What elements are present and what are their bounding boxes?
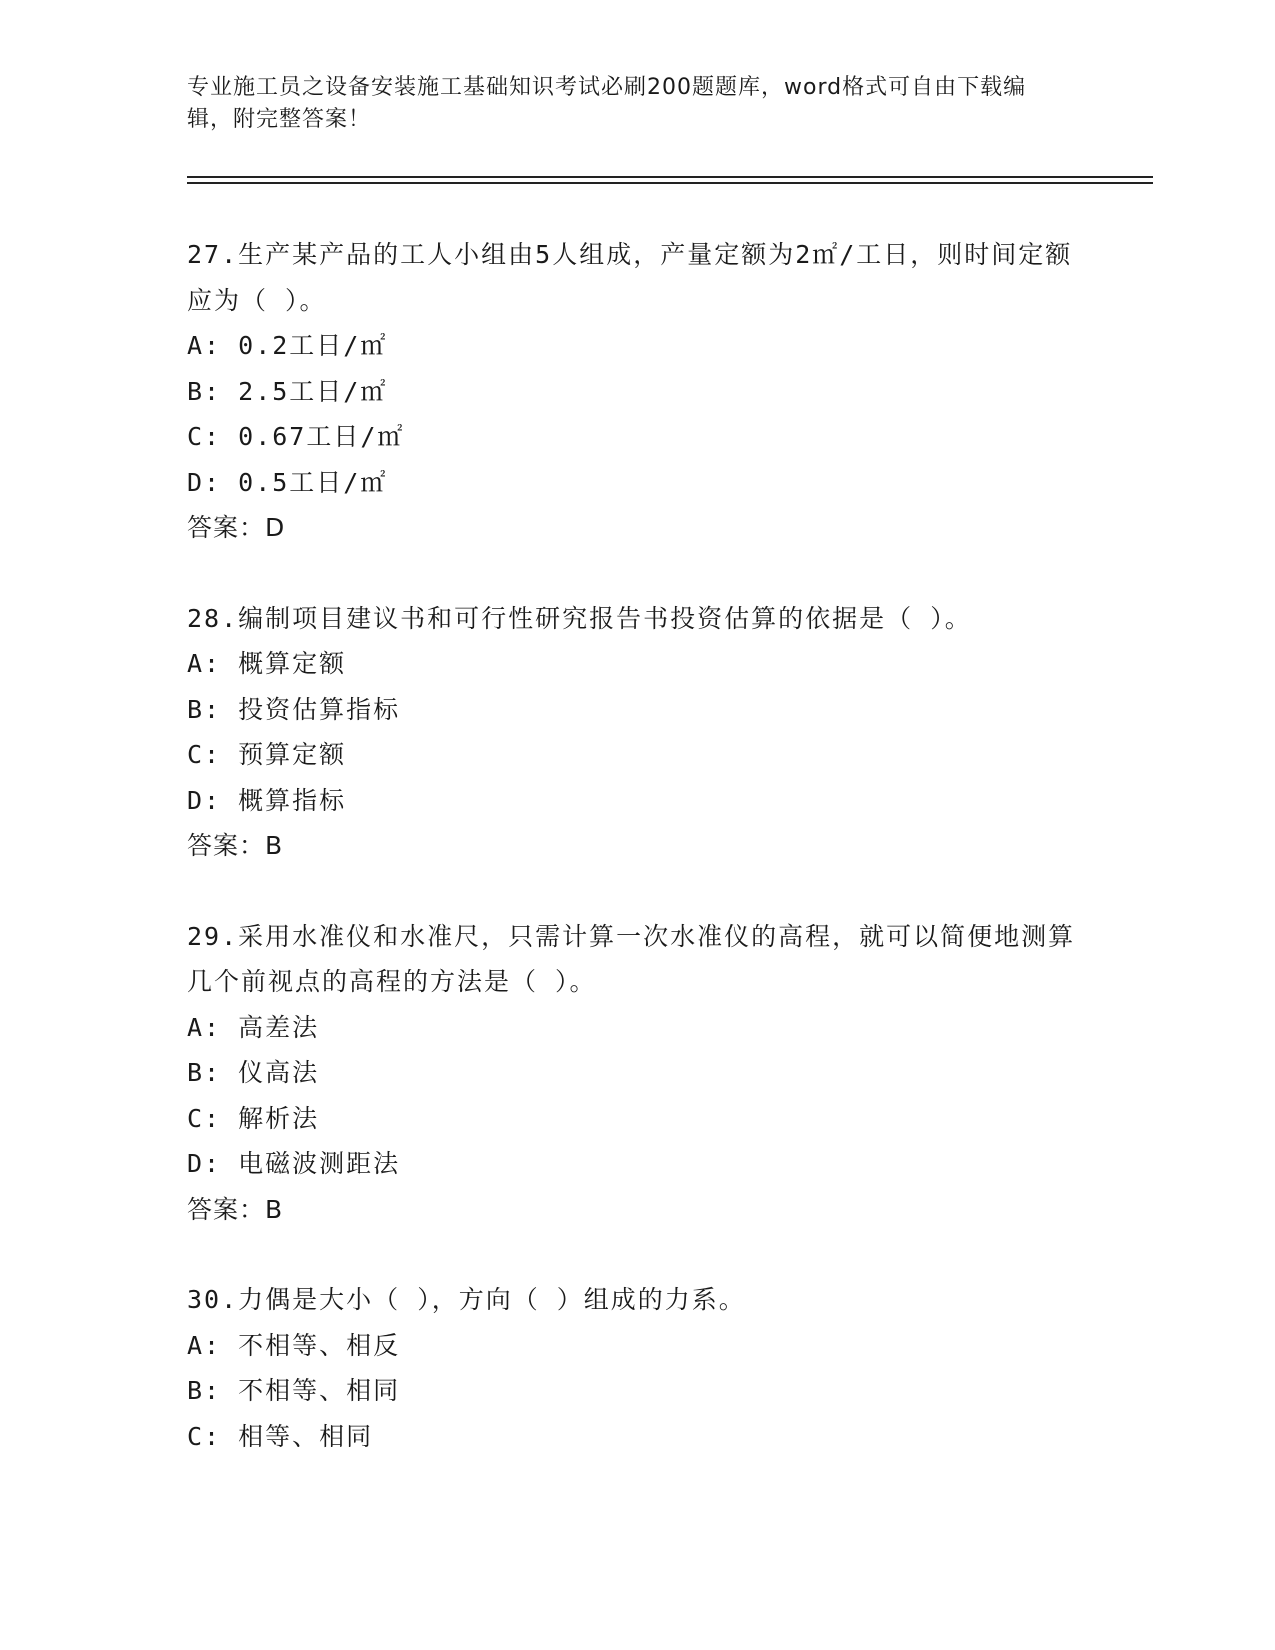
question-stem: 27.生产某产品的工人小组由5人组成，产量定额为2㎡/工日，则时间定额应为（ ）。	[187, 240, 1073, 315]
option-c: C: 预算定额	[187, 740, 347, 769]
header-rule-bottom	[187, 182, 1153, 184]
question-30	[187, 1277, 1087, 1459]
question-28	[187, 596, 1087, 869]
option-b: B: 投资估算指标	[187, 694, 401, 724]
question-27	[187, 232, 1087, 551]
option-a: A: 概算定额	[187, 649, 347, 678]
option-a: A: 不相等、相反	[187, 1330, 401, 1360]
option-d: D: 电磁波测距法	[187, 1149, 401, 1178]
document-header: 专业施工员之设备安装施工基础知识考试必刷200题题库，word格式可自由下载编辑，附完整答案！	[187, 75, 1027, 132]
option-d: D: 概算指标	[187, 785, 347, 815]
answer-line: 答案：B	[187, 1194, 284, 1224]
header-rule-top	[187, 176, 1153, 178]
question-stem: 30.力偶是大小（ ），方向（ ）组成的力系。	[187, 1285, 746, 1314]
option-b: B: 不相等、相同	[187, 1376, 401, 1405]
option-c: C: 解析法	[187, 1103, 320, 1133]
option-b: B: 仪高法	[187, 1058, 320, 1087]
question-list	[187, 232, 1087, 1504]
option-c: C: 相等、相同	[187, 1421, 374, 1451]
option-d: D: 0.5工日/㎡	[187, 467, 388, 497]
option-a: A: 0.2工日/㎡	[187, 331, 388, 360]
question-29	[187, 914, 1087, 1233]
question-stem: 29.采用水准仪和水准尺，只需计算一次水准仪的高程，就可以简便地测算几个前视点的高程的方法是（ ）。	[187, 921, 1076, 996]
answer-line: 答案：B	[187, 831, 284, 860]
option-c: C: 0.67工日/㎡	[187, 422, 405, 451]
option-a: A: 高差法	[187, 1012, 320, 1042]
option-b: B: 2.5工日/㎡	[187, 376, 388, 406]
question-stem: 28.编制项目建议书和可行性研究报告书投资估算的依据是（ ）。	[187, 603, 972, 633]
answer-line: 答案：D	[187, 513, 286, 542]
